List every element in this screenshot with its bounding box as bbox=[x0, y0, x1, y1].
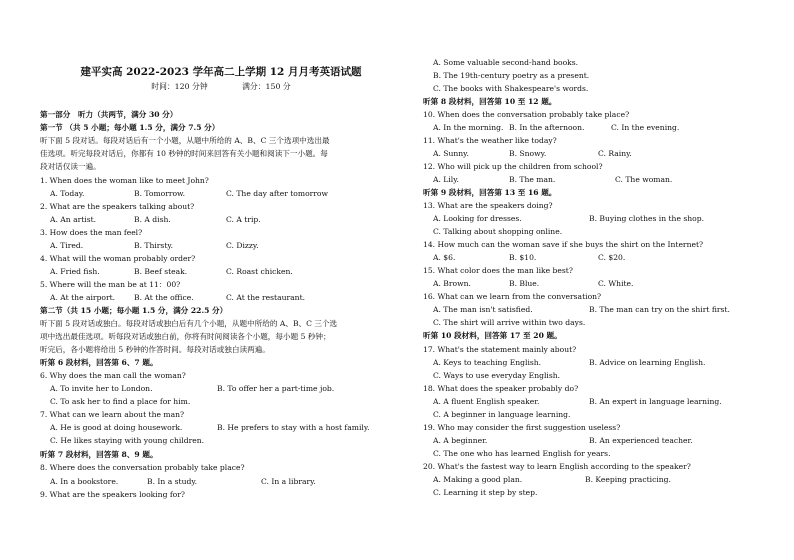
option-a[interactable]: A. Sunny. bbox=[433, 149, 469, 158]
material-heading: 听第 7 段材料，回答第 8、9 题。 bbox=[40, 450, 158, 459]
question-stem: 4. What will the woman probably order? bbox=[40, 254, 196, 263]
option-c[interactable]: C. The woman. bbox=[615, 175, 673, 184]
option-a[interactable]: A. A fluent English speaker. bbox=[433, 397, 540, 406]
option-a[interactable]: A. Brown. bbox=[433, 279, 471, 288]
option-a[interactable]: A. He is good at doing housework. bbox=[50, 423, 183, 432]
option-c[interactable]: C. He likes staying with young children. bbox=[50, 436, 205, 445]
section-one-instructions: 听下面 5 段对话。每段对话后有一个小题，从题中所给的 A、B、C 三个选项中选出最 bbox=[40, 136, 330, 145]
option-b[interactable]: B. Keeping practicing. bbox=[585, 475, 671, 484]
option-a[interactable]: A. Some valuable second-hand books. bbox=[433, 58, 579, 67]
option-c[interactable]: C. Rainy. bbox=[598, 149, 632, 158]
option-a[interactable]: A. To invite her to London. bbox=[50, 384, 153, 393]
option-a[interactable]: A. Looking for dresses. bbox=[433, 214, 522, 223]
material-heading: 听第 8 段材料，回答第 10 至 12 题。 bbox=[423, 97, 557, 106]
option-b[interactable]: B. An experienced teacher. bbox=[589, 436, 693, 445]
option-a[interactable]: A. Today. bbox=[50, 189, 85, 198]
section-one-heading: 第一节 （共 5 小题；每小题 1.5 分，满分 7.5 分） bbox=[40, 123, 220, 132]
section-two-instructions: 听下面 5 段对话或独白。每段对话或独白后有几个小题，从题中所给的 A、B、C 三个选 bbox=[40, 319, 338, 328]
question-stem: 16. What can we learn from the conversation? bbox=[423, 292, 602, 301]
question-stem: 9. What are the speakers looking for? bbox=[40, 490, 185, 499]
option-b[interactable]: B. Snowy. bbox=[509, 149, 547, 158]
material-heading: 听第 10 段材料，回答第 17 至 20 题。 bbox=[423, 331, 562, 340]
question-stem: 3. How does the man feel? bbox=[40, 228, 143, 237]
option-a[interactable]: A. The man isn't satisfied. bbox=[433, 305, 533, 314]
option-a[interactable]: A. Making a good plan. bbox=[433, 475, 523, 484]
option-c[interactable]: C. Talking about shopping online. bbox=[433, 227, 563, 236]
section-two-instructions: 项中选出最佳选项。听每段对话或独白前，你将有时间阅读各个小题，每小题 5 秒钟； bbox=[40, 332, 331, 341]
option-b[interactable]: B. Blue. bbox=[509, 279, 540, 288]
question-stem: 17. What's the statement mainly about? bbox=[423, 345, 577, 354]
option-c[interactable]: C. White. bbox=[598, 279, 634, 288]
option-c[interactable]: C. In the evening. bbox=[611, 123, 680, 132]
option-b[interactable]: B. The man. bbox=[509, 175, 556, 184]
option-b[interactable]: B. He prefers to stay with a host family. bbox=[217, 423, 370, 432]
option-a[interactable]: A. Tired. bbox=[50, 241, 84, 250]
exam-time: 时间：120 分钟 bbox=[151, 82, 208, 91]
section-two-instructions: 听完后，各小题将给出 5 秒钟的作答时间。每段对话或独白读两遍。 bbox=[40, 345, 270, 354]
option-b[interactable]: B. In the afternoon. bbox=[509, 123, 585, 132]
question-stem: 8. Where does the conversation probably take place? bbox=[40, 463, 245, 472]
option-c[interactable]: C. Roast chicken. bbox=[226, 267, 293, 276]
option-b[interactable]: B. An expert in language learning. bbox=[589, 397, 722, 406]
question-stem: 5. Where will the man be at 11：00? bbox=[40, 280, 181, 289]
option-b[interactable]: B. Beef steak. bbox=[134, 267, 188, 276]
question-stem: 20. What's the fastest way to learn English according to the speaker? bbox=[423, 462, 691, 471]
option-a[interactable]: A. Fried fish. bbox=[50, 267, 100, 276]
question-stem: 10. When does the conversation probably take place? bbox=[423, 110, 630, 119]
option-c[interactable]: C. The books with Shakespeare's words. bbox=[433, 84, 589, 93]
material-heading: 听第 6 段材料，回答第 6、7 题。 bbox=[40, 358, 158, 367]
option-c[interactable]: C. The one who has learned English for years. bbox=[433, 449, 611, 458]
option-a[interactable]: A. At the airport. bbox=[50, 293, 116, 302]
part-one-heading: 第一部分 听力（共两节，满分 30 分） bbox=[40, 110, 178, 119]
option-b[interactable]: B. In a study. bbox=[147, 477, 198, 486]
section-two-heading: 第二节（共 15 小题；每小题 1.5 分，满分 22.5 分） bbox=[40, 306, 228, 315]
option-a[interactable]: A. In the morning. bbox=[433, 123, 504, 132]
option-a[interactable]: A. An artist. bbox=[50, 215, 97, 224]
option-b[interactable]: B. The man can try on the shirt first. bbox=[589, 305, 730, 314]
option-b[interactable]: B. $10. bbox=[509, 253, 537, 262]
exam-subtitle bbox=[40, 82, 402, 92]
option-a[interactable]: A. $6. bbox=[433, 253, 456, 262]
option-b[interactable]: B. To offer her a part-time job. bbox=[217, 384, 335, 393]
exam-score: 满分：150 分 bbox=[242, 82, 291, 91]
option-c[interactable]: C. A trip. bbox=[226, 215, 261, 224]
question-stem: 2. What are the speakers talking about? bbox=[40, 202, 195, 211]
option-c[interactable]: C. In a library. bbox=[261, 477, 316, 486]
option-b[interactable]: B. Thirsty. bbox=[134, 241, 174, 250]
question-stem: 15. What color does the man like best? bbox=[423, 266, 573, 275]
option-c[interactable]: C. The day after tomorrow bbox=[226, 189, 328, 198]
option-a[interactable]: A. Keys to teaching English. bbox=[433, 358, 542, 367]
option-b[interactable]: B. Advice on learning English. bbox=[589, 358, 706, 367]
option-c[interactable]: C. At the restaurant. bbox=[226, 293, 306, 302]
question-stem: 1. When does the woman like to meet John? bbox=[40, 176, 209, 185]
option-c[interactable]: C. Ways to use everyday English. bbox=[433, 371, 561, 380]
question-stem: 7. What can we learn about the man? bbox=[40, 410, 185, 419]
material-heading: 听第 9 段材料，回答第 13 至 16 题。 bbox=[423, 188, 557, 197]
question-stem: 11. What's the weather like today? bbox=[423, 136, 557, 145]
question-stem: 12. Who will pick up the children from school? bbox=[423, 162, 603, 171]
option-c[interactable]: C. To ask her to find a place for him. bbox=[50, 397, 191, 406]
section-one-instructions: 佳选项。听完每段对话后，你都有 10 秒钟的时间来回答有关小题和阅读下一小题。每 bbox=[40, 149, 328, 158]
question-stem: 18. What does the speaker probably do? bbox=[423, 384, 579, 393]
question-stem: 19. Who may consider the first suggestion useless? bbox=[423, 423, 621, 432]
exam-title: 建平实高 2022-2023 学年高二上学期 12 月月考英语试题 bbox=[80, 66, 362, 78]
option-c[interactable]: C. Learning it step by step. bbox=[433, 488, 538, 497]
option-c[interactable]: C. Dizzy. bbox=[226, 241, 259, 250]
option-a[interactable]: A. A beginner. bbox=[433, 436, 488, 445]
option-b[interactable]: B. Buying clothes in the shop. bbox=[589, 214, 704, 223]
option-b[interactable]: B. A dish. bbox=[134, 215, 171, 224]
option-c[interactable]: C. A beginner in language learning. bbox=[433, 410, 571, 419]
section-one-instructions: 段对话仅读一遍。 bbox=[40, 162, 101, 171]
option-a[interactable]: A. Lily. bbox=[433, 175, 459, 184]
option-c[interactable]: C. The shirt will arrive within two days. bbox=[433, 318, 586, 327]
option-b[interactable]: B. The 19th-century poetry as a present. bbox=[433, 71, 590, 80]
option-c[interactable]: C. $20. bbox=[598, 253, 626, 262]
option-b[interactable]: B. Tomorrow. bbox=[134, 189, 186, 198]
question-stem: 6. Why does the man call the woman? bbox=[40, 371, 186, 380]
option-b[interactable]: B. At the office. bbox=[134, 293, 194, 302]
question-stem: 13. What are the speakers doing? bbox=[423, 201, 553, 210]
option-a[interactable]: A. In a bookstore. bbox=[50, 477, 119, 486]
question-stem: 14. How much can the woman save if she buys the shirt on the Internet? bbox=[423, 240, 704, 249]
